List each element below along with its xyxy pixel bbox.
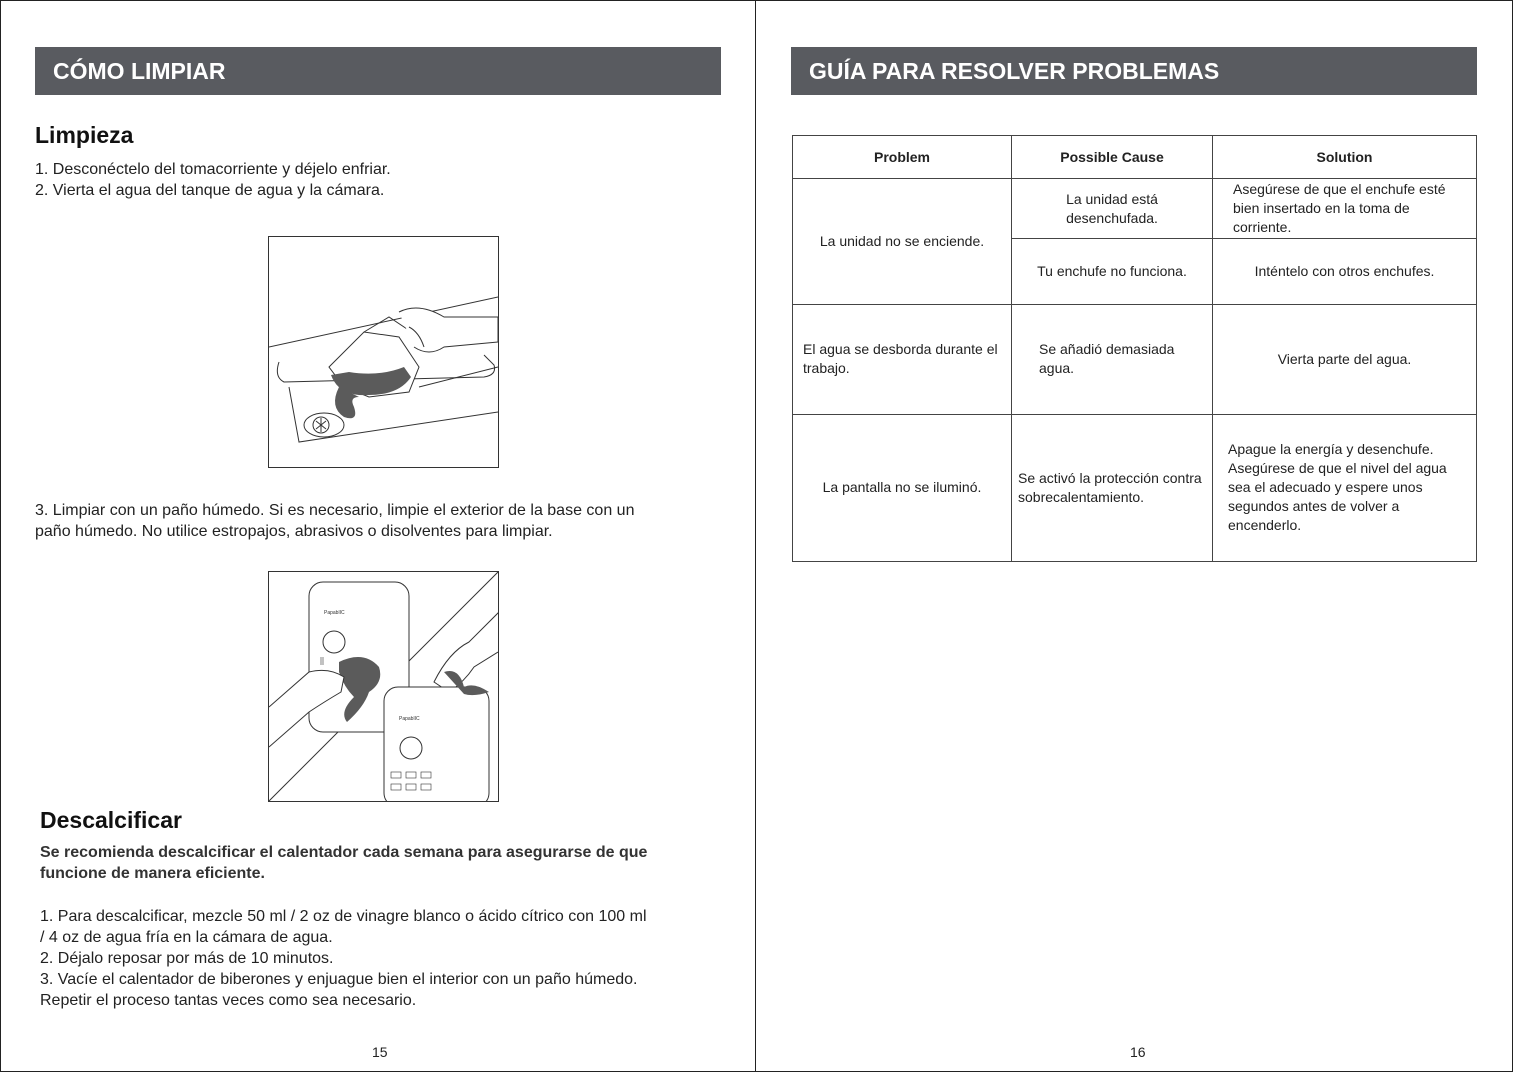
page-number-right: 16 — [1130, 1044, 1146, 1060]
solution-cell: Vierta parte del agua. — [1213, 305, 1477, 414]
cause-cell: La unidad está desenchufada. — [1012, 179, 1213, 239]
solution-cell: Apague la energía y desenchufe. Asegúrese de que el nivel del agua sea el adecuado y espere unos segundos antes de volver a encenderlo. — [1213, 414, 1477, 561]
header-problem: Problem — [793, 136, 1012, 179]
cleaning-heading: Limpieza — [35, 122, 134, 148]
descaling-line-2: / 4 oz de agua fría en la cámara de agua. — [40, 929, 333, 946]
solution-cell: Inténtelo con otros enchufes. — [1213, 239, 1477, 305]
descaling-heading: Descalcificar — [40, 807, 182, 833]
wipe-warmer-illustration — [268, 571, 499, 802]
troubleshooting-table — [792, 135, 1477, 562]
cause-cell: Se activó la protección contra sobrecalentamiento. — [1012, 414, 1213, 561]
left-page — [0, 0, 755, 1072]
descaling-line-5: Repetir el proceso tantas veces como sea necesario. — [40, 992, 417, 1009]
troubleshooting-banner: GUÍA PARA RESOLVER PROBLEMAS — [791, 47, 1477, 95]
descaling-intro-line-1: Se recomienda descalcificar el calentador cada semana para asegurarse de que — [40, 844, 648, 861]
descaling-intro-line-2: funcione de manera eficiente. — [40, 865, 265, 882]
table-row — [793, 305, 1477, 414]
cleaning-step-3 — [35, 500, 735, 542]
table-row — [793, 414, 1477, 561]
problem-cell: El agua se desborda durante el trabajo. — [793, 305, 1012, 414]
descaling-line-3: 2. Déjalo reposar por más de 10 minutos. — [40, 950, 334, 967]
descaling-line-1: 1. Para descalcificar, mezcle 50 ml / 2 oz de vinagre blanco o ácido cítrico con 100 ml — [40, 908, 647, 925]
header-solution: Solution — [1213, 136, 1477, 179]
header-possible-cause: Possible Cause — [1012, 136, 1213, 179]
cleaning-step-3-line-2: paño húmedo. No utilice estropajos, abrasivos o disolventes para limpiar. — [35, 523, 553, 540]
page-number-left: 15 — [372, 1044, 388, 1060]
brand-label-1: PapablIC — [324, 610, 345, 616]
right-page — [756, 0, 1513, 1072]
table-header-row — [793, 136, 1477, 179]
cleaning-banner: CÓMO LIMPIAR — [35, 47, 721, 95]
brand-label-2: PapablIC — [399, 716, 420, 722]
table-row — [793, 179, 1477, 239]
cleaning-step-2: 2. Vierta el agua del tanque de agua y la cámara. — [35, 182, 385, 199]
descaling-line-4: 3. Vacíe el calentador de biberones y enjuague bien el interior con un paño húmedo. — [40, 971, 638, 988]
descaling-intro — [40, 842, 740, 884]
descaling-steps — [40, 906, 740, 1011]
solution-cell: Asegúrese de que el enchufe esté bien insertado en la toma de corriente. — [1213, 179, 1477, 239]
problem-cell: La unidad no se enciende. — [793, 179, 1012, 305]
cleaning-steps — [35, 159, 725, 201]
problem-cell: La pantalla no se iluminó. — [793, 414, 1012, 561]
cause-cell: Se añadió demasiada agua. — [1012, 305, 1213, 414]
pour-water-illustration — [268, 236, 499, 468]
cleaning-step-3-line-1: 3. Limpiar con un paño húmedo. Si es necesario, limpie el exterior de la base con un — [35, 502, 635, 519]
cleaning-step-1: 1. Desconéctelo del tomacorriente y déjelo enfriar. — [35, 161, 391, 178]
cause-cell: Tu enchufe no funciona. — [1012, 239, 1213, 305]
